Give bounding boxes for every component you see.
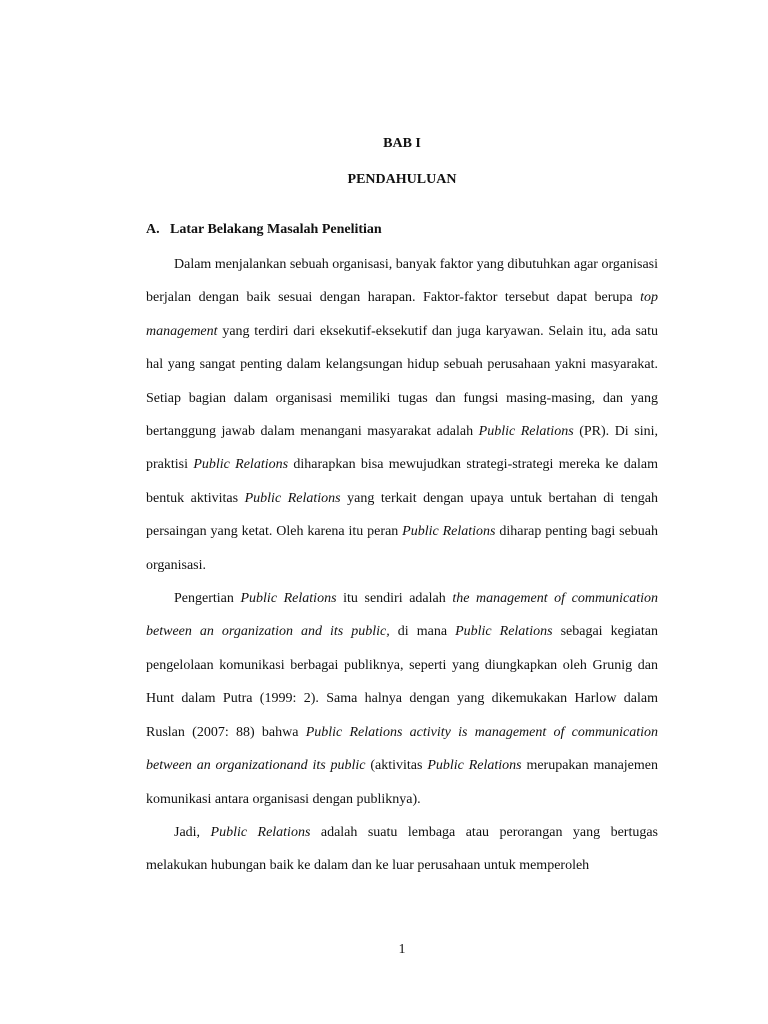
italic-term: Public Relations (244, 490, 341, 506)
text-run: (PR). Di sini, praktisi (146, 424, 658, 473)
text-run: sebagai kegiatan pengelolaan komunikasi berbagai publiknya, seperti yang diungkapkan oleh Grunig dan Hunt dalam Putra (1999: 2). Sama halnya dengan yang dikemukakan Harlow dalam Ruslan (2007: 88) bahwa (146, 624, 659, 740)
text-run: yang terdiri dari eksekutif-eksekutif dan juga karyawan. Selain itu, ada satu hal yang sangat penting dalam kelangsungan hidup sebuah perusahaan yakni masyarakat. Setiap bagian dalam organisasi memiliki tugas dan fungsi masing-masing, dan yang bertanggung jawab dalam menangani masyarakat adalah (146, 323, 658, 440)
body-paragraph (146, 816, 658, 883)
body-text (146, 248, 658, 883)
text-run: Jadi, (174, 824, 211, 840)
page-number: 1 (398, 942, 406, 957)
section-title: Latar Belakang Masalah Penelitian (170, 222, 382, 237)
text-run: di mana (389, 624, 456, 640)
body-paragraph (146, 248, 658, 582)
italic-term: the management of communication between an organization and its public, (146, 591, 658, 640)
italic-term: Public Relations (240, 591, 337, 607)
text-run: merupakan manajemen komunikasi antara organisasi dengan publiknya). (146, 758, 658, 807)
italic-term: Public Relations (402, 524, 496, 540)
italic-term: Public Relations (193, 457, 289, 473)
body-paragraph (146, 582, 658, 816)
text-run: yang terkait dengan upaya untuk bertahan di tengah persaingan yang ketat. Oleh karena itu peran (146, 490, 658, 540)
section-number: A. (146, 222, 160, 237)
italic-term: Public Relations (427, 758, 522, 774)
chapter-label: BAB I (383, 136, 421, 151)
text-run: Pengertian (174, 591, 241, 607)
chapter-title: PENDAHULUAN (347, 172, 457, 187)
text-run: Dalam menjalankan sebuah organisasi, banyak faktor yang dibutuhkan agar organisasi berjalan dengan baik sesuai dengan harapan. Faktor-faktor tersebut dapat berupa (146, 257, 658, 306)
text-run: diharapkan bisa mewujudkan strategi-strategi mereka ke dalam bentuk aktivitas (146, 457, 658, 506)
italic-term: Public Relations (210, 824, 311, 840)
italic-term: top management (146, 290, 658, 339)
text-run: adalah suatu lembaga atau perorangan yang bertugas melakukan hubungan baik ke dalam dan ke luar perusahaan untuk memperoleh (146, 824, 658, 874)
italic-term: Public Relations (478, 424, 574, 440)
text-run: (aktivitas (365, 758, 428, 774)
text-run: diharap penting bagi sebuah organisasi. (146, 524, 659, 573)
text-run: itu sendiri adalah (336, 591, 453, 607)
italic-term: Public Relations activity is management of communication between an organizationand its public (146, 724, 658, 774)
italic-term: Public Relations (455, 624, 553, 640)
section-heading (146, 222, 382, 238)
